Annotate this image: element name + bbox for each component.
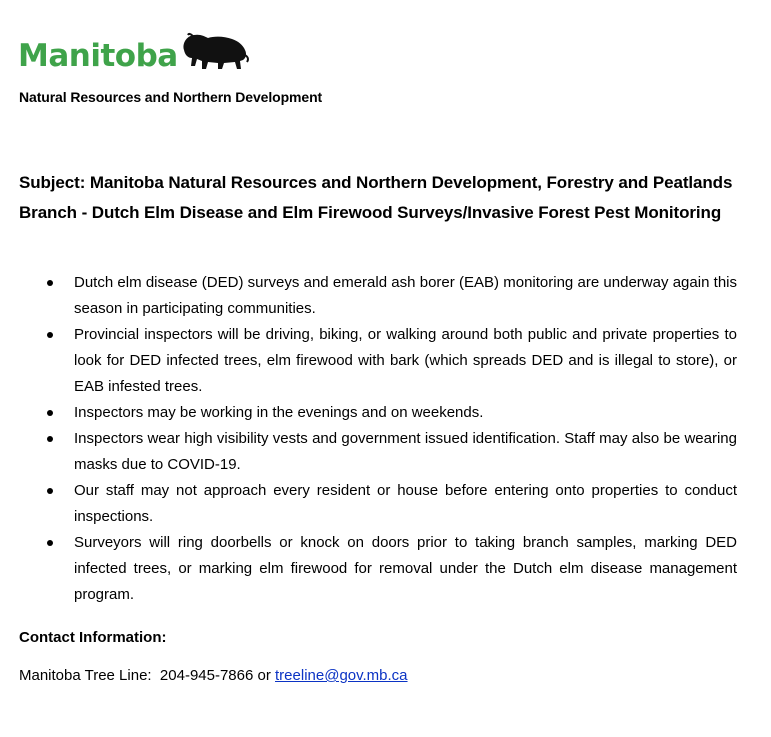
bullet-icon bbox=[47, 540, 53, 546]
bullet-icon bbox=[47, 410, 53, 416]
contact-line bbox=[19, 667, 408, 684]
list-item: Surveyors will ring doorbells or knock on doors prior to taking branch samples, marking DED infected trees, or marking elm firewood for removal under the Dutch elm disease management program. bbox=[0, 530, 771, 608]
list-item: Dutch elm disease (DED) surveys and emerald ash borer (EAB) monitoring are underway again this season in participating communities. bbox=[0, 270, 771, 322]
subject-heading: Subject: Manitoba Natural Resources and Northern Development, Forestry and Peatlands Branch - Dutch Elm Disease and Elm Firewood Surveys/Invasive Forest Pest Monitoring bbox=[19, 173, 733, 222]
manitoba-logo bbox=[18, 28, 250, 72]
bullet-icon bbox=[47, 436, 53, 442]
bison-icon bbox=[180, 28, 250, 72]
list-item: Provincial inspectors will be driving, biking, or walking around both public and private properties to look for DED infected trees, elm firewood with bark (which spreads DED and is illegal to store), or EAB infested trees. bbox=[0, 322, 771, 400]
list-item: Our staff may not approach every resident or house before entering onto properties to conduct inspections. bbox=[0, 478, 771, 530]
logo-wordmark: Manitoba bbox=[18, 38, 178, 74]
bullet-icon bbox=[47, 488, 53, 494]
bullet-list bbox=[0, 270, 771, 608]
department-name: Natural Resources and Northern Development bbox=[19, 89, 323, 105]
list-item: Inspectors wear high visibility vests and government issued identification. Staff may also be wearing masks due to COVID-19. bbox=[0, 426, 771, 478]
list-item: Inspectors may be working in the evenings and on weekends. bbox=[0, 400, 771, 426]
bullet-icon bbox=[47, 280, 53, 286]
email-link[interactable]: treeline@gov.mb.ca bbox=[275, 667, 408, 684]
contact-phone-text: Manitoba Tree Line: 204-945-7866 or bbox=[19, 667, 276, 684]
contact-heading: Contact Information: bbox=[19, 629, 167, 646]
bullet-icon bbox=[47, 332, 53, 338]
